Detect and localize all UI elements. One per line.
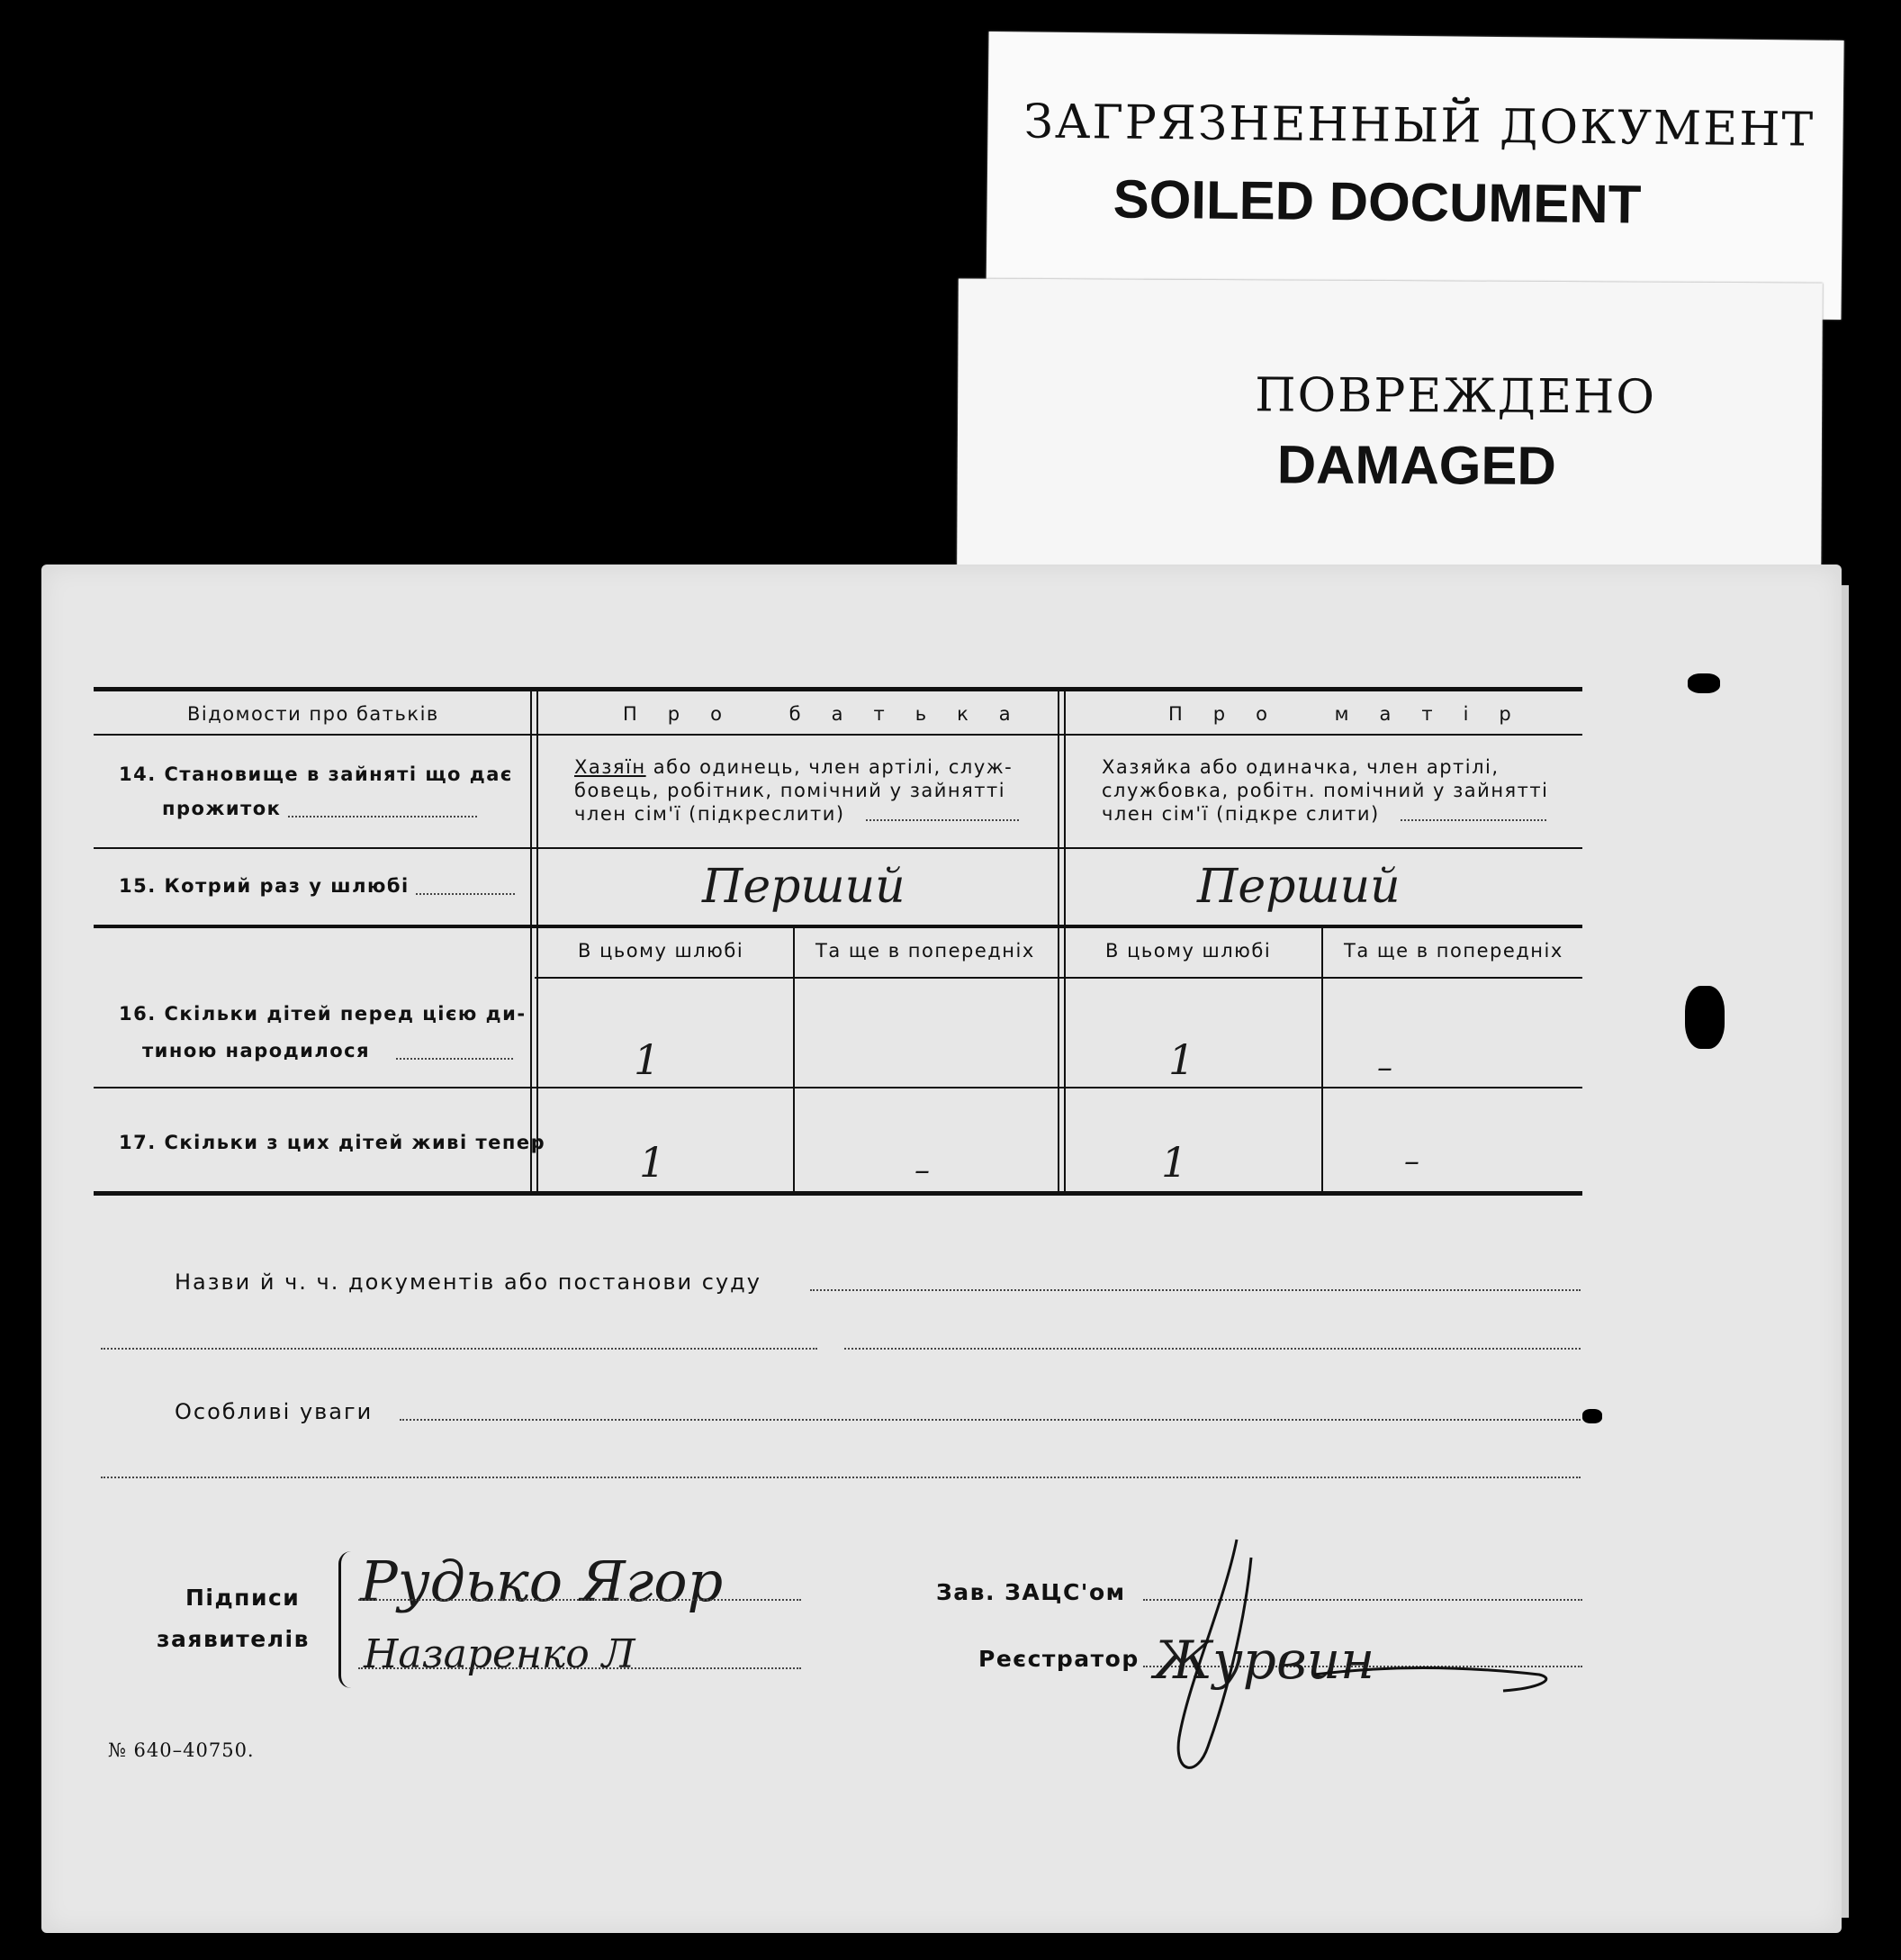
row14-mother-line3: член сім'ї (підкре слити) (1102, 803, 1380, 825)
table-column-divider (1321, 928, 1323, 1191)
table-rule (94, 734, 1582, 736)
row16-mother-prev: – (1377, 1050, 1392, 1086)
header-mother: Про матір (1168, 703, 1542, 725)
soiled-document-slip (986, 32, 1843, 320)
row14-label-cont: прожиток (162, 798, 282, 819)
row16-mother-this: 1 (1168, 1035, 1195, 1084)
documents-fill-line (101, 1348, 817, 1350)
form-number: № 640–40750. (108, 1739, 255, 1761)
registrar-label: Реєстратор (978, 1646, 1140, 1672)
damage-hole (1688, 673, 1720, 693)
row14-mother-line1: Хазяйка або одиначка, член артілі, (1102, 756, 1500, 778)
head-of-registry-label: Зав. ЗАЦС'ом (936, 1579, 1126, 1605)
registrar-signature: Журвин (1154, 1630, 1375, 1691)
subheader-mother-previous: Та ще в попередніх (1344, 940, 1563, 962)
row17-father-this: 1 (639, 1138, 666, 1187)
row16-label-cont: тиною народилося (142, 1040, 371, 1061)
soiled-label-en: SOILED DOCUMENT (1113, 168, 1642, 235)
damaged-document-slip (957, 278, 1823, 580)
applicants-brace (338, 1551, 354, 1688)
notes-fill-line (101, 1477, 1581, 1478)
row14-mother-line2: службовка, робітн. помічний у зайнятті (1102, 780, 1549, 801)
row15-father-value: Перший (702, 860, 905, 914)
table-rule (94, 925, 1582, 928)
fill-dots (1401, 819, 1546, 821)
registrar-signature-flourish (1161, 1531, 1584, 1792)
row16-label: 16. Скільки дітей перед цією ди- (119, 1003, 527, 1025)
table-column-divider (793, 928, 795, 1191)
subheader-mother-this: В цьому шлюбі (1105, 940, 1272, 962)
table-rule (94, 1087, 1582, 1088)
leader-dots (416, 893, 515, 895)
applicants-label-cont: заявителів (157, 1626, 310, 1652)
soiled-label-ru: ЗАГРЯЗНЕННЫЙ ДОКУМЕНТ (1023, 95, 1815, 158)
row17-father-prev: – (914, 1152, 930, 1188)
table-bottom-rule (94, 1191, 1582, 1196)
notes-fill-line (400, 1419, 1581, 1421)
header-father: Про батька (623, 703, 1041, 725)
damage-hole (1582, 1409, 1602, 1423)
row17-mother-prev: – (1404, 1143, 1419, 1179)
signature-line (358, 1599, 801, 1601)
damaged-label-en: DAMAGED (1276, 434, 1556, 496)
table-column-divider (530, 691, 538, 1191)
fill-dots (866, 819, 1019, 821)
row15-mother-value: Перший (1197, 860, 1401, 914)
row15-label: 15. Котрий раз у шлюбі (119, 875, 410, 897)
table-top-rule (94, 687, 1582, 691)
subheader-father-previous: Та ще в попередніх (815, 940, 1035, 962)
documents-label: Назви й ч. ч. документів або постанови суду (175, 1269, 761, 1295)
signature-line (358, 1667, 801, 1669)
row14-father-line1: Хазяїн або одинець, член артілі, служ- (574, 756, 1014, 778)
documents-fill-line (810, 1289, 1581, 1291)
header-parents-info: Відомости про батьків (187, 703, 439, 725)
row14-father-line2: бовець, робітник, помічний у зайнятті (574, 780, 1006, 801)
table-column-divider (1058, 691, 1066, 1191)
subheader-father-this: В цьому шлюбі (578, 940, 744, 962)
row17-mother-this: 1 (1161, 1138, 1188, 1187)
row17-label: 17. Скільки з цих дітей живі тепер (119, 1132, 546, 1153)
row16-father-this: 1 (634, 1035, 661, 1084)
card-edge (1842, 585, 1849, 1918)
row14-father-line3: член сім'ї (підкреслити) (574, 803, 845, 825)
row14-label: 14. Становище в зайняті що дає (119, 763, 513, 785)
leader-dots (396, 1058, 513, 1060)
applicant1-signature: Рудько Ягор (360, 1549, 724, 1614)
documents-fill-line (844, 1348, 1581, 1350)
table-rule (94, 847, 1582, 849)
damaged-label-ru: ПОВРЕЖДЕНО (1255, 368, 1657, 425)
applicants-label: Підписи (185, 1585, 301, 1611)
notes-label: Особливі уваги (175, 1399, 374, 1424)
leader-dots (288, 816, 477, 817)
damage-hole (1685, 986, 1725, 1049)
applicant2-signature: Назаренко Л (364, 1631, 635, 1677)
